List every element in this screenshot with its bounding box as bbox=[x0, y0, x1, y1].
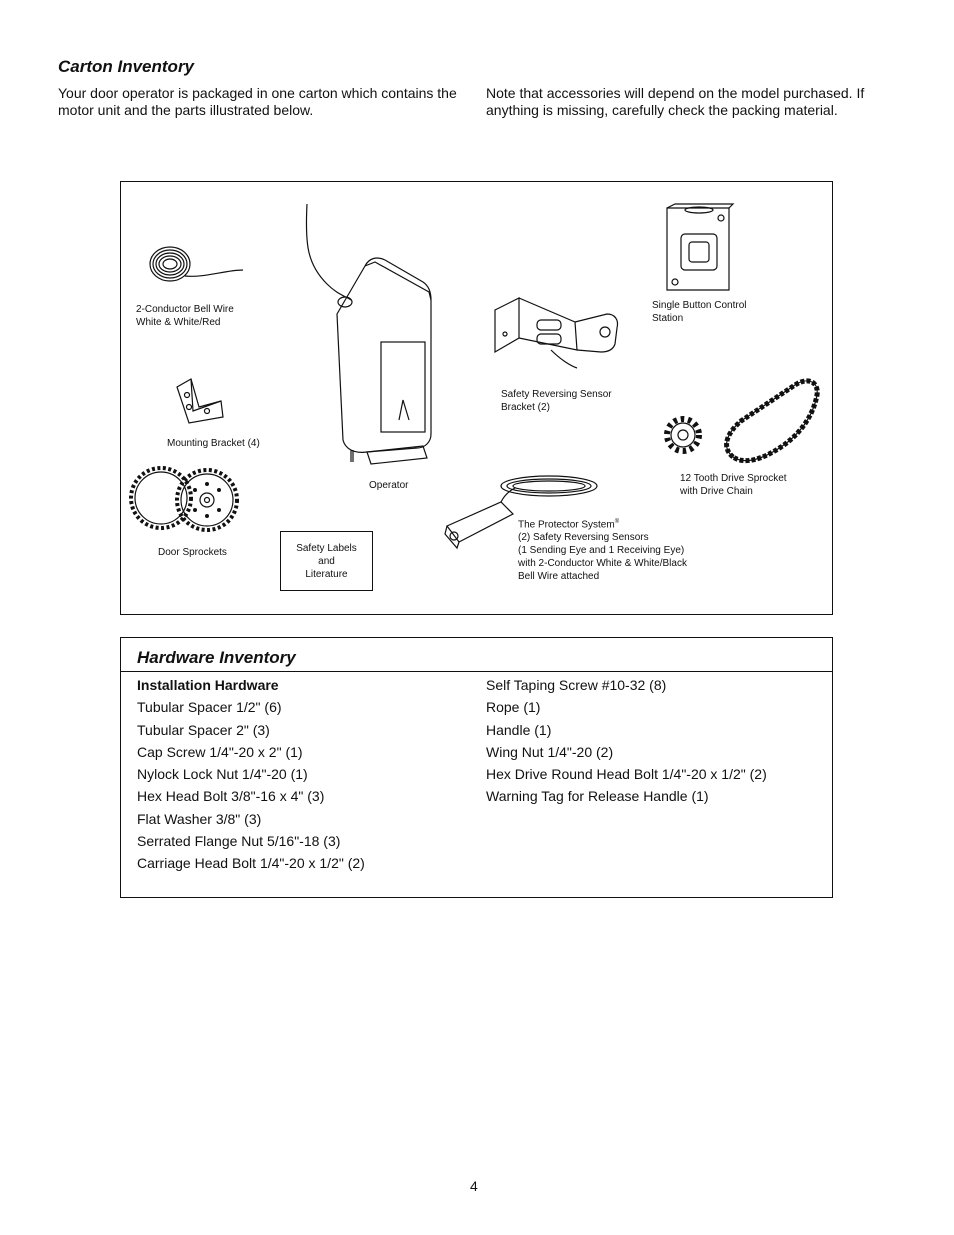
bell-wire-label: 2-Conductor Bell Wire White & White/Red bbox=[136, 304, 234, 328]
hardware-inventory-panel bbox=[120, 637, 833, 898]
bell-wire-coil-illustration bbox=[145, 240, 250, 290]
control-station-label: Single Button Control Station bbox=[652, 300, 747, 324]
list-item: Hex Head Bolt 3/8"-16 x 4" (3) bbox=[137, 788, 325, 805]
operator-illustration bbox=[327, 204, 447, 472]
list-item: Serrated Flange Nut 5/16"-18 (3) bbox=[137, 833, 341, 850]
protector-system-label: The Protector System® (2) Safety Reversing Sensors (1 Sending Eye and 1 Receiving Eye) with 2-Conductor White & White/Black Bell Wire attached bbox=[518, 519, 687, 583]
drive-sprocket-label: 12 Tooth Drive Sprocket with Drive Chain bbox=[680, 473, 787, 497]
page-number: 4 bbox=[470, 1178, 478, 1194]
list-item: Rope (1) bbox=[486, 699, 541, 716]
mounting-bracket-illustration bbox=[169, 377, 229, 429]
list-item: Hex Drive Round Head Bolt 1/4"-20 x 1/2" (2) bbox=[486, 766, 767, 783]
drive-sprocket-chain-illustration bbox=[661, 377, 826, 467]
operator-label: Operator bbox=[369, 480, 409, 491]
list-item: Nylock Lock Nut 1/4"-20 (1) bbox=[137, 766, 308, 783]
list-item: Cap Screw 1/4"-20 x 2" (1) bbox=[137, 743, 303, 760]
installation-hardware-header: Installation Hardware bbox=[137, 677, 279, 693]
list-item: Carriage Head Bolt 1/4"-20 x 1/2" (2) bbox=[137, 855, 365, 872]
list-item: Warning Tag for Release Handle (1) bbox=[486, 788, 709, 805]
list-item: Self Taping Screw #10-32 (8) bbox=[486, 677, 667, 693]
list-item: Tubular Spacer 1/2" (6) bbox=[137, 699, 282, 716]
hardware-column-2 bbox=[486, 674, 767, 808]
mounting-bracket-label: Mounting Bracket (4) bbox=[167, 438, 260, 449]
hardware-title-divider bbox=[121, 671, 832, 672]
list-item: Flat Washer 3/8" (3) bbox=[137, 810, 262, 827]
door-sprockets-label: Door Sprockets bbox=[158, 547, 227, 558]
carton-illustration-panel bbox=[120, 181, 833, 615]
hardware-inventory-title: Hardware Inventory bbox=[137, 648, 296, 667]
sensor-bracket-label: Safety Reversing Sensor Bracket (2) bbox=[501, 389, 612, 413]
sensor-bracket-illustration bbox=[491, 294, 621, 376]
list-item: Handle (1) bbox=[486, 721, 552, 738]
carton-inventory-title: Carton Inventory bbox=[58, 57, 195, 76]
carton-intro-left: Your door operator is packaged in one carton which contains the motor unit and the parts illustrated below. bbox=[58, 85, 457, 118]
safety-labels-box: Safety Labels and Literature bbox=[280, 531, 373, 591]
hardware-column-1 bbox=[137, 674, 365, 875]
list-item: Tubular Spacer 2" (3) bbox=[137, 721, 270, 738]
list-item: Wing Nut 1/4"-20 (2) bbox=[486, 743, 614, 760]
door-sprockets-illustration bbox=[131, 462, 239, 540]
control-station-illustration bbox=[661, 204, 736, 294]
carton-intro-right: Note that accessories will depend on the model purchased. If anything is missing, carefully check the packing material. bbox=[486, 85, 865, 118]
